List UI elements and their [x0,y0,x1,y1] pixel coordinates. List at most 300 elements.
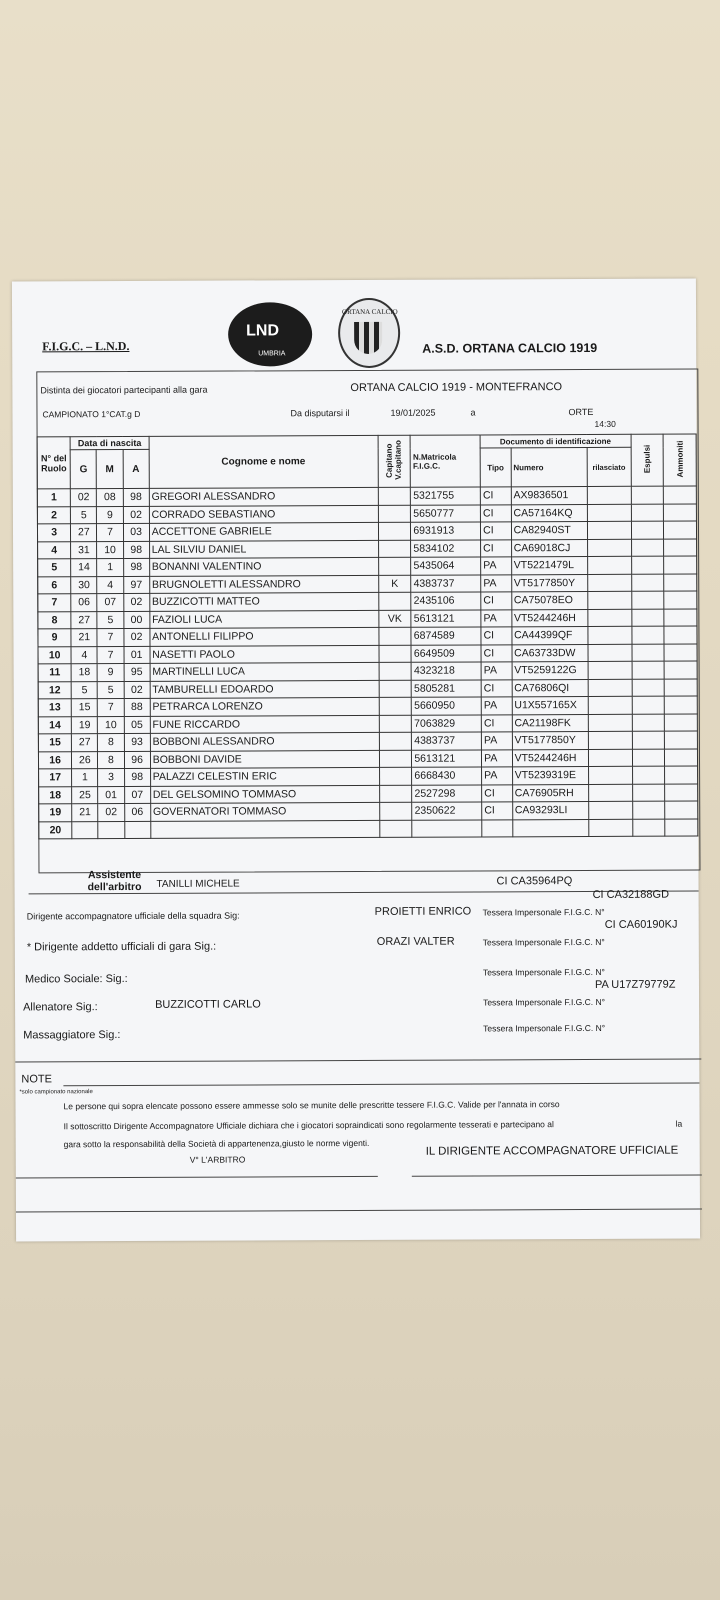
a-label: a [470,407,476,418]
birth-year: 95 [124,663,150,681]
birth-day: 27 [71,524,97,542]
rilasciato-cell [588,609,632,627]
birth-year: 88 [124,698,150,716]
birth-month [98,821,124,839]
addetto-name: ORAZI VALTER [376,935,455,948]
player-number: 8 [38,611,71,629]
player-number: 16 [38,751,71,769]
rilasciato-cell [587,486,631,504]
player-name: BOBBONI DAVIDE [150,750,379,768]
doc-type: PA [481,662,512,680]
player-number: 1 [37,489,70,507]
doc-number: CA76806QI [512,679,588,697]
ortana-calcio-logo [338,298,400,368]
birth-day: 21 [71,629,97,647]
match-place: ORTE [568,406,594,418]
espulsi-cell [631,609,664,627]
captain-mark [379,662,412,680]
birth-month: 7 [97,629,123,647]
espulsi-cell [632,766,665,784]
birth-month: 07 [97,594,123,612]
doc-number: CA57164KQ [511,504,587,522]
dirigente-tessera: Tessera Impersonale F.I.G.C. N° [482,906,605,918]
matricola: 6931913 [411,522,481,540]
birth-year: 02 [123,628,149,646]
birth-month: 10 [98,716,124,734]
match-sheet [12,279,700,1242]
birth-year: 07 [124,786,150,804]
player-number: 11 [38,664,71,682]
player-name: ANTONELLI FILIPPO [150,627,379,645]
doc-type: CI [480,504,511,522]
medico-label: Medico Sociale: Sig.: [24,972,128,986]
player-number: 12 [38,681,71,699]
rilasciato-cell [589,819,633,837]
birth-month: 9 [97,506,123,524]
rilasciato-cell [588,714,632,732]
birth-day: 26 [72,751,98,769]
captain-mark [379,715,412,733]
doc-type: PA [482,767,513,785]
ammoniti-cell [664,521,697,539]
player-name: DEL GELSOMINO TOMMASO [150,785,379,803]
col-ammoniti-label: Ammoniti [675,440,685,478]
player-name: BUZZICOTTI MATTEO [149,592,378,610]
matricola: 5805281 [411,679,481,697]
ammoniti-cell [665,801,698,819]
col-g: G [70,450,96,489]
player-name [150,820,379,838]
birth-day: 27 [71,611,97,629]
arbitro-label: V° L'ARBITRO [189,1154,246,1165]
addetto-tessera: Tessera Impersonale F.I.G.C. N° [482,936,605,948]
doc-number: CA93293LI [512,801,588,819]
doc-type: PA [481,609,512,627]
birth-month: 5 [97,611,123,629]
espulsi-cell [632,819,665,837]
ammoniti-cell [665,749,698,767]
player-number: 9 [38,629,71,647]
birth-day: 02 [71,489,97,507]
birth-month: 7 [97,646,123,664]
espulsi-cell [632,749,665,767]
rilasciato-cell [588,679,632,697]
espulsi-cell [632,696,665,714]
rilasciato-cell [588,731,632,749]
birth-day: 4 [71,646,97,664]
dirigente-doc2: CI CA60190KJ [604,918,678,931]
campionato: CAMPIONATO 1°CAT.g D [42,408,141,420]
ammoniti-cell [665,714,698,732]
da-disputarsi-label: Da disputarsi il [290,408,350,419]
rilasciato-cell [588,591,632,609]
birth-year: 02 [124,681,150,699]
col-tipo: Tipo [480,448,511,487]
birth-month: 08 [97,489,123,507]
birth-year: 02 [123,506,149,524]
match-date: 19/01/2025 [390,407,436,418]
captain-mark [379,802,412,820]
player-number: 19 [39,804,72,822]
ammoniti-cell [665,766,698,784]
captain-mark [379,645,412,663]
birth-month: 5 [98,681,124,699]
ammoniti-cell [664,556,697,574]
player-name: FAZIOLI LUCA [150,610,379,628]
ammoniti-cell [664,661,697,679]
espulsi-cell [631,591,664,609]
player-name: BRUGNOLETTI ALESSANDRO [149,575,378,593]
doc-type: PA [482,749,513,767]
doc-type: PA [481,574,512,592]
rilasciato-cell [588,661,632,679]
match-teams: ORTANA CALCIO 1919 - MONTEFRANCO [350,381,563,395]
rilasciato-cell [588,696,632,714]
birth-month: 4 [97,576,123,594]
espulsi-cell [631,644,664,662]
birth-year: 96 [124,751,150,769]
birth-month: 3 [98,769,124,787]
assistente-name: TANILLI MICHELE [156,878,240,890]
matricola: 4383737 [412,732,482,750]
doc-type: CI [481,644,512,662]
ammoniti-cell [665,784,698,802]
doc-type: PA [481,732,512,750]
birth-day: 1 [72,769,98,787]
captain-mark [379,697,412,715]
rilasciato-cell [587,504,631,522]
player-number: 6 [38,576,71,594]
birth-year: 06 [124,803,150,821]
birth-day: 18 [71,664,97,682]
note-label: NOTE [21,1073,52,1086]
ammoniti-cell [664,626,697,644]
matricola: 5613121 [412,749,482,767]
espulsi-cell [631,539,664,557]
matricola: 6649509 [411,644,481,662]
captain-mark: VK [378,610,411,628]
player-name: MARTINELLI LUCA [150,662,379,680]
doc-number: CA82940ST [511,521,587,539]
doc-type: CI [481,627,512,645]
ammoniti-cell [664,609,697,627]
col-capitano [378,435,411,487]
espulsi-cell [632,801,665,819]
player-number: 2 [37,506,70,524]
ammoniti-cell [664,696,697,714]
captain-mark [378,592,411,610]
col-matricola: N.Matricola F.I.G.C. [410,435,480,487]
espulsi-cell [631,626,664,644]
birth-month: 9 [97,664,123,682]
birth-year: 05 [124,716,150,734]
player-name: FUNE RICCARDO [150,715,379,733]
distinta-label: Distinta dei giocatori partecipanti alla gara [40,384,208,396]
birth-year: 97 [123,576,149,594]
captain-mark [379,627,412,645]
dirigente-doc1: CI CA32188GD [592,888,670,901]
player-number: 20 [39,821,72,839]
birth-year: 03 [123,523,149,541]
matricola: 2527298 [412,784,482,802]
captain-mark [379,820,412,838]
birth-month: 1 [97,559,123,577]
player-number: 3 [37,524,70,542]
doc-type: CI [481,522,512,540]
matricola: 6668430 [412,767,482,785]
player-name: NASETTI PAOLO [150,645,379,663]
espulsi-cell [631,521,664,539]
doc-number: CA21198FK [512,714,588,732]
shield-icon [354,322,382,354]
col-numero: Numero [511,447,587,486]
rilasciato-cell [587,539,631,557]
captain-mark [378,557,411,575]
matricola: 2435106 [411,592,481,610]
player-name: ACCETTONE GABRIELE [149,522,378,540]
footer-p2b: la [675,1118,683,1129]
footer-p3: gara sotto la responsabilità della Società di appartenenza,giusto le norme vigenti. [63,1137,370,1150]
doc-number: CA44399QF [512,626,588,644]
birth-year: 98 [123,541,149,559]
matricola: 4323218 [411,662,481,680]
ammoniti-cell [665,731,698,749]
birth-month: 8 [98,734,124,752]
espulsi-cell [632,784,665,802]
dirigente-sign-label: IL DIRIGENTE ACCOMPAGNATORE UFFICIALE [425,1144,679,1158]
col-capitano-label: Capitano V.capitano [385,440,404,481]
birth-year: 01 [124,646,150,664]
birth-year: 98 [123,488,149,506]
player-name: TAMBURELLI EDOARDO [150,680,379,698]
addetto-label: * Dirigente addetto ufficiali di gara Sig.: [26,940,217,954]
captain-mark [378,540,411,558]
matricola: 5834102 [411,539,481,557]
birth-month: 7 [98,699,124,717]
matricola: 5321755 [411,487,481,505]
massaggiatore-label: Massaggiatore Sig.: [23,1029,121,1042]
doc-number: CA63733DW [512,644,588,662]
player-number: 18 [39,786,72,804]
birth-month: 7 [97,524,123,542]
doc-number: CA76905RH [512,784,588,802]
doc-type: CI [482,802,513,820]
captain-mark [379,680,412,698]
players-table [37,434,699,840]
birth-year: 00 [123,611,149,629]
player-number: 17 [39,769,72,787]
assistente-doc: CI CA35964PQ [496,875,573,888]
lnd-umbria-logo [228,302,312,366]
ammoniti-cell [664,486,697,504]
captain-mark [378,505,411,523]
espulsi-cell [632,679,665,697]
birth-year: 93 [124,733,150,751]
birth-day: 19 [72,716,98,734]
figc-lnd-header: F.I.G.C. – L.N.D. [42,338,130,354]
player-name: LAL SILVIU DANIEL [149,540,378,558]
doc-number [512,819,588,837]
col-ammoniti [663,434,696,486]
massaggiatore-tessera: Tessera Impersonale F.I.G.C. N° [483,1022,606,1034]
espulsi-cell [632,731,665,749]
ammoniti-cell [665,819,698,837]
rilasciato-cell [589,801,633,819]
birth-day: 06 [71,594,97,612]
captain-mark [378,522,411,540]
matricola: 5613121 [411,609,481,627]
birth-day: 25 [72,786,98,804]
dirigente-label: Dirigente accompagnatore ufficiale della squadra Sig: [26,910,240,922]
player-name: GREGORI ALESSANDRO [149,487,378,505]
col-espulsi-label: Espulsi [642,444,652,474]
player-number: 5 [38,559,71,577]
lnd-logo-sub: UMBRIA [258,350,286,358]
footer-p1: Le persone qui sopra elencate possono essere ammesse solo se munite delle prescritte tessere F.I.G.C. Valide per l'annata in corso [63,1099,560,1112]
allenatore-name: BUZZICOTTI CARLO [155,998,261,1011]
rilasciato-cell [587,521,631,539]
birth-day: 5 [71,681,97,699]
club-name: A.S.D. ORTANA CALCIO 1919 [422,340,598,356]
birth-day: 15 [71,699,97,717]
matricola: 4383737 [411,574,481,592]
lnd-logo-text: LND [246,322,280,340]
doc-type: CI [481,539,512,557]
asterisk-note: *solo campionato nazionale [19,1089,93,1096]
allenatore-tessera: Tessera Impersonale F.I.G.C. N° [483,996,606,1008]
matricola: 5650777 [411,504,481,522]
birth-day: 30 [71,576,97,594]
doc-number: AX9836501 [511,486,587,504]
espulsi-cell [632,661,665,679]
rilasciato-cell [588,556,632,574]
player-number: 14 [38,716,71,734]
captain-mark [379,750,412,768]
matricola: 2350622 [412,802,482,820]
player-number: 7 [38,594,71,612]
medico-tessera: Tessera Impersonale F.I.G.C. N° [482,966,605,978]
birth-day: 31 [71,541,97,559]
doc-number: VT5177850Y [512,731,588,749]
col-m: M [97,450,123,489]
rilasciato-cell [588,644,632,662]
player-number: 15 [38,734,71,752]
matricola: 6874589 [411,627,481,645]
birth-day: 21 [72,804,98,822]
ammoniti-cell [664,504,697,522]
captain-mark [379,732,412,750]
player-name: GOVERNATORI TOMMASO [150,802,379,820]
doc-number: CA69018CJ [511,539,587,557]
table-row [39,819,698,839]
dirigente-name: PROIETTI ENRICO [374,905,472,918]
birth-month: 02 [98,804,124,822]
rilasciato-cell [588,626,632,644]
player-name: CORRADO SEBASTIANO [149,505,378,523]
col-ruolo: N° del Ruolo [37,437,70,489]
player-number: 4 [38,541,71,559]
ammoniti-cell [664,644,697,662]
doc-number: VT5244246H [512,749,588,767]
player-name: PETRARCA LORENZO [150,697,379,715]
player-number: 10 [38,646,71,664]
col-nome: Cognome e nome [149,435,378,488]
birth-day: 14 [71,559,97,577]
matricola: 7063829 [412,714,482,732]
doc-type: CI [482,784,513,802]
rilasciato-cell [588,749,632,767]
captain-mark [379,785,412,803]
birth-year: 02 [123,593,149,611]
col-data-nascita: Data di nascita [70,436,149,449]
birth-month: 01 [98,786,124,804]
doc-number: VT5221479L [511,556,587,574]
col-a: A [123,449,149,488]
doc-type [482,819,513,837]
allenatore-label: Allenatore Sig.: [23,1001,98,1014]
rilasciato-cell [588,766,632,784]
espulsi-cell [631,574,664,592]
doc-type: CI [481,592,512,610]
doc-number: VT5259122G [512,661,588,679]
matricola: 5435064 [411,557,481,575]
birth-day: 5 [71,506,97,524]
doc-type: CI [480,487,511,505]
matricola [412,819,482,837]
espulsi-cell [631,486,664,504]
doc-number: CA75078EO [511,591,587,609]
birth-day [72,821,98,839]
medico-doc: PA U17Z79779Z [594,978,676,991]
doc-type: PA [481,557,512,575]
col-documento: Documento di identificazione [480,434,630,448]
doc-number: VT5239319E [512,766,588,784]
ammoniti-cell [664,591,697,609]
espulsi-cell [631,504,664,522]
espulsi-cell [632,714,665,732]
birth-day: 27 [72,734,98,752]
birth-month: 8 [98,751,124,769]
ammoniti-cell [664,574,697,592]
matricola: 5660950 [412,697,482,715]
ortana-logo-text: ORTANA CALCIO [342,307,398,317]
doc-number: VT5244246H [511,609,587,627]
doc-number: U1X557165X [512,696,588,714]
espulsi-cell [631,556,664,574]
footer-p2: Il sottoscritto Dirigente Accompagnatore Ufficiale dichiara che i giocatori sopraindicati sono regolarmente tesserati e partecipano al [63,1119,554,1132]
col-espulsi [631,434,664,486]
player-name: BONANNI VALENTINO [149,557,378,575]
rilasciato-cell [588,574,632,592]
ammoniti-cell [664,679,697,697]
doc-type: CI [481,714,512,732]
captain-mark [379,767,412,785]
birth-month: 10 [97,541,123,559]
captain-mark: K [378,575,411,593]
doc-number: VT5177850Y [511,574,587,592]
rilasciato-cell [589,784,633,802]
col-rilasciato: rilasciato [587,447,631,486]
doc-type: CI [481,679,512,697]
birth-year [124,821,150,839]
match-time: 14:30 [594,418,616,429]
assistente-label: Assistente dell'arbitro [87,868,142,894]
player-number: 13 [38,699,71,717]
ammoniti-cell [664,539,697,557]
captain-mark [378,487,411,505]
birth-year: 98 [123,558,149,576]
player-name: BOBBONI ALESSANDRO [150,732,379,750]
